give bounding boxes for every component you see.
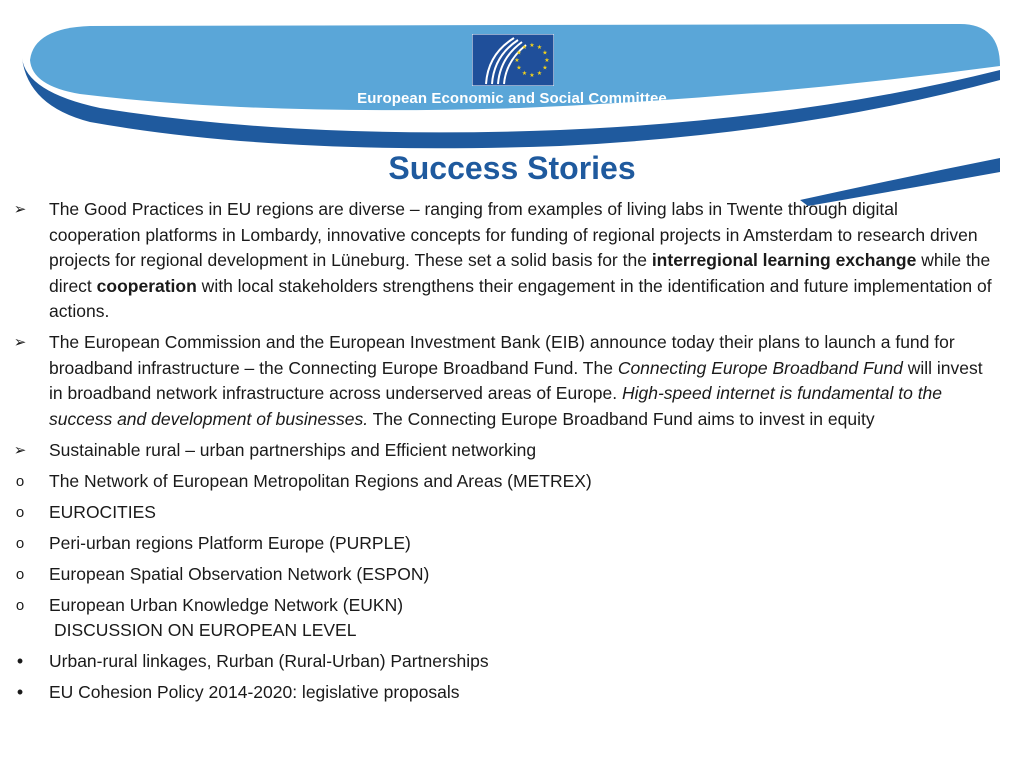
eu-star-icon: ★ (521, 44, 528, 51)
eu-star-icon: ★ (542, 64, 548, 72)
list-item (0, 197, 1024, 325)
list-item-text (49, 682, 460, 702)
arrow-bullet-icon: ➢ (13, 334, 27, 351)
bullet-list (0, 197, 1024, 711)
circle-bullet-icon: o (15, 596, 25, 614)
bold-text: interregional learning exchange (651, 250, 917, 270)
page-title: Success Stories (388, 150, 636, 186)
circle-bullet-icon: o (15, 472, 25, 490)
eu-star-icon: ★ (529, 72, 535, 79)
bold-text: cooperation (96, 275, 197, 296)
list-item-text (49, 199, 992, 321)
list-item-text (49, 564, 429, 584)
list-item (0, 649, 1024, 675)
list-item-text (49, 595, 403, 615)
dot-bullet-icon: • (16, 651, 24, 671)
arrow-bullet-icon: ➢ (13, 441, 27, 459)
list-item-subline: DISCUSSION ON EUROPEAN LEVEL (54, 620, 357, 640)
circle-bullet-icon: o (15, 534, 25, 552)
italic-text: High-speed internet is fundamental to the success and development of businesses. (49, 383, 943, 429)
dot-bullet-icon: • (16, 682, 24, 702)
list-item (0, 593, 1024, 644)
text-run: The European Commission and the European Investment Bank (EIB) announce today their plans to launch a fund for broadband infrastructure – the Connecting Europe Broadband Fund. The (49, 332, 955, 378)
italic-text: Connecting Europe Broadband Fund (617, 357, 903, 378)
list-item-text (49, 651, 489, 671)
text-run: Urban-rural linkages, Rurban (Rural-Urban) Partnerships (49, 651, 489, 671)
list-item (0, 330, 1024, 432)
organization-name: European Economic and Social Committee (357, 90, 667, 107)
eu-star-icon: ★ (516, 49, 522, 57)
eu-star-icon: ★ (516, 64, 522, 72)
eu-star-icon: ★ (536, 70, 543, 77)
text-run: Peri-urban regions Platform Europe (PURPLE) (49, 532, 411, 553)
list-item-text (49, 502, 156, 522)
list-item (0, 531, 1024, 557)
text-run: The Good Practices in EU regions are diverse – ranging from examples of living labs in Twente through digital cooperation platforms in Lombardy, innovative concepts for funding of regional projects in Amsterdam to research driven projects for regional development in Lüneburg. These set a solid basis for the (49, 199, 978, 270)
list-item (0, 562, 1024, 588)
eu-star-icon: ★ (536, 44, 543, 51)
text-run: while the direct (49, 250, 991, 296)
list-item-text (49, 533, 411, 553)
text-run: The Network of European Metropolitan Regions and Areas (METREX) (49, 470, 592, 491)
eu-star-icon: ★ (529, 42, 535, 49)
circle-bullet-icon: o (15, 503, 25, 521)
eu-star-icon: ★ (542, 49, 548, 57)
text-run: EU Cohesion Policy 2014-2020: legislative proposals (49, 682, 460, 702)
text-run: Sustainable rural – urban partnerships and Efficient networking (49, 439, 537, 460)
text-run: The Connecting Europe Broadband Fund aims to invest in equity (368, 408, 875, 429)
list-item (0, 500, 1024, 526)
list-item (0, 469, 1024, 495)
text-run: EUROCITIES (49, 501, 156, 522)
list-item-text (49, 440, 536, 460)
text-run: will invest in broadband network infrastructure across underserved areas of Europe. (49, 357, 983, 403)
list-item (0, 438, 1024, 464)
arrow-bullet-icon: ➢ (13, 201, 27, 218)
text-run: European Urban Knowledge Network (EUKN) (49, 594, 404, 615)
text-run: European Spatial Observation Network (ESPON) (49, 563, 430, 584)
list-item (0, 680, 1024, 706)
eesc-logo-icon (472, 34, 554, 86)
list-item-text (49, 471, 592, 491)
list-item-text (49, 332, 983, 429)
eu-star-icon: ★ (514, 57, 520, 64)
eu-star-icon: ★ (544, 57, 550, 64)
eu-star-icon: ★ (521, 70, 528, 77)
circle-bullet-icon: o (15, 565, 25, 583)
text-run: with local stakeholders strengthens their engagement in the identification and future implementation of actions. (49, 275, 992, 321)
